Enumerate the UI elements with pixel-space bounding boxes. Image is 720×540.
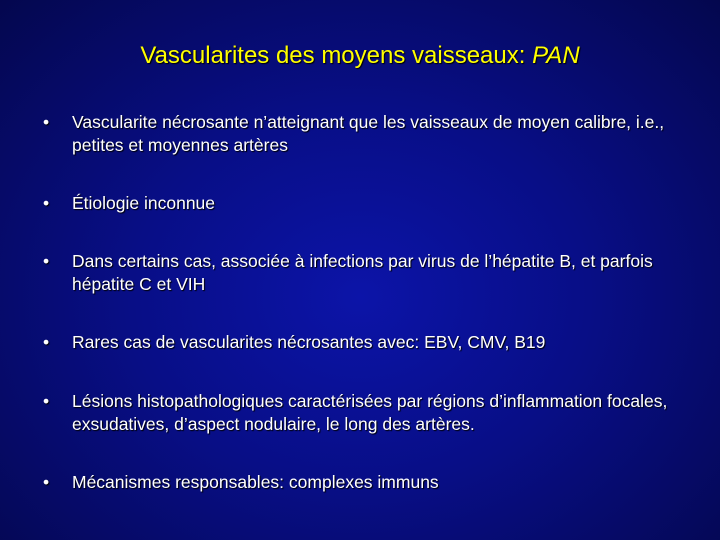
bullet-dot: • xyxy=(43,472,50,492)
bullet-dot: • xyxy=(43,391,50,411)
bullet-item xyxy=(43,331,683,354)
bullet-dot: • xyxy=(43,251,50,271)
bullet-dot: • xyxy=(43,193,50,213)
bullet-text: Dans certains cas, associée à infections par virus de l’hépatite B, et parfois hépatite C et VIH xyxy=(72,251,653,294)
bullet-text: Lésions histopathologiques caractérisées par régions d’inflammation focales, exsudatives, d’aspect nodulaire, le long des artères. xyxy=(72,391,668,434)
bullet-item xyxy=(43,250,683,296)
title-italic: PAN xyxy=(532,42,580,69)
bullet-text: Vascularite nécrosante n’atteignant que les vaisseaux de moyen calibre, i.e., petites et moyennes artères xyxy=(72,112,665,155)
bullet-text: Mécanismes responsables: complexes immuns xyxy=(72,472,439,492)
bullet-dot: • xyxy=(43,112,50,132)
bullet-item xyxy=(43,390,683,436)
bullet-dot: • xyxy=(43,332,50,352)
bullet-item xyxy=(43,111,683,157)
bullet-item xyxy=(43,471,683,494)
bullet-text: Étiologie inconnue xyxy=(72,193,216,213)
bullet-item xyxy=(43,192,683,215)
bullet-text: Rares cas de vascularites nécrosantes avec: EBV, CMV, B19 xyxy=(72,332,546,352)
title-main: Vascularites des moyens vaisseaux: xyxy=(140,42,533,69)
